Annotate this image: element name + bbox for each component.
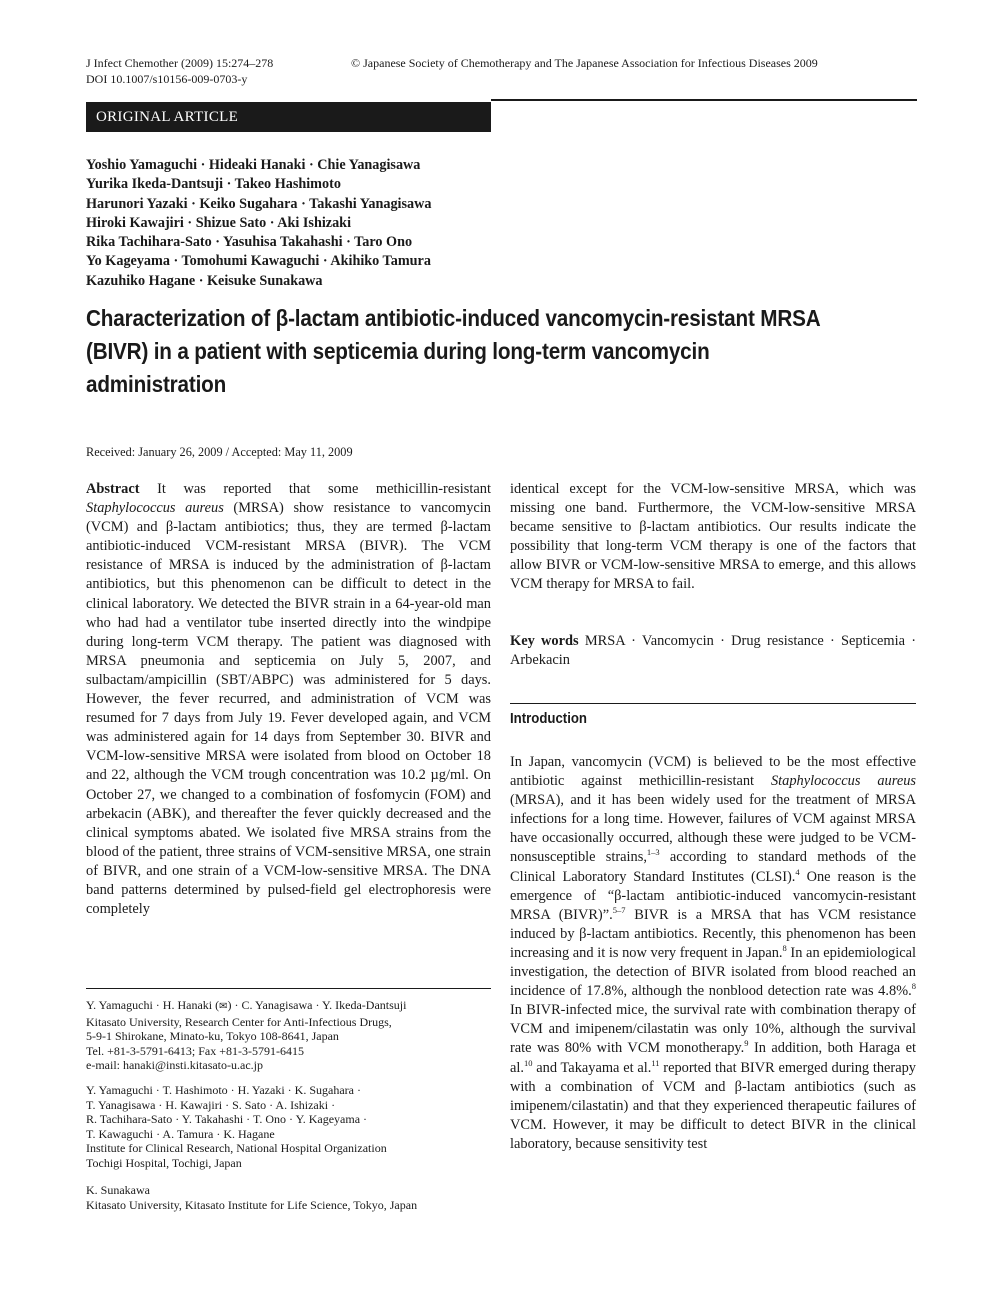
footnote-rule — [86, 988, 491, 989]
affiliation-line: R. Tachihara-Sato · Y. Takahashi · T. Ono · Y. Kageyama · — [86, 1112, 368, 1127]
intro-text: and Takayama et al. — [532, 1059, 652, 1076]
intro-text: In an epidemiological investigation, the detection of BIVR isolated from blood reached an incidence of 17.8%, although the nonblood detection rate was 4.8%. — [510, 944, 916, 1000]
section-label: ORIGINAL ARTICLE — [86, 102, 491, 132]
intro-text: In Japan, vancomycin (VCM) is believed to be the most effective antibiotic against methicillin-resistant — [510, 754, 916, 790]
affiliation-authors: Y. Yamaguchi · H. Hanaki (✉) · C. Yanagisawa · Y. Ikeda-Dantsuji — [86, 998, 407, 1012]
author-line: Yurika Ikeda-Dantsuji · Takeo Hashimoto — [86, 176, 341, 193]
intro-text: BIVR is a MRSA that has VCM resistance induced by β-lactam antibiotics. Recently, this phenomenon has been increasing and it is now very frequent in Japan. — [510, 906, 916, 961]
intro-text: One reason is the emergence of “β-lactam antibiotic-induced vancomycin-resistant MRSA (BIVR)”. — [510, 868, 916, 923]
copyright-notice: © Japanese Society of Chemotherapy and The Japanese Association for Infectious Diseases 2009 — [351, 56, 818, 70]
section-rule — [510, 703, 916, 704]
header-rule — [491, 99, 917, 101]
keywords-text: MRSA · Vancomycin · Drug resistance · Septicemia · Arbekacin — [510, 633, 917, 669]
intro-text: according to standard methods of the Clinical Laboratory Standard Institutes (CLSI). — [510, 849, 916, 885]
affiliation-line: T. Kawaguchi · A. Tamura · K. Hagane — [86, 1126, 275, 1141]
author-line: Hiroki Kawajiri · Shizue Sato · Aki Ishizaki — [86, 214, 352, 231]
affiliation-line: Kitasato University, Kitasato Institute for Life Science, Tokyo, Japan — [86, 1197, 418, 1212]
reference-marker: 4 — [795, 866, 800, 877]
introduction-text — [510, 753, 916, 1154]
reference-marker: 10 — [523, 1057, 533, 1068]
author-line: Kazuhiko Hagane · Keisuke Sunakawa — [86, 272, 323, 289]
article-title: Characterization of β-lactam antibiotic-induced vancomycin-resistant MRSA (BIVR) in a patient with septicemia during long-term vancomycin administration — [86, 305, 820, 397]
species-name: Staphylococcus aureus — [86, 500, 224, 517]
affiliation-line: Tochigi Hospital, Tochigi, Japan — [86, 1155, 242, 1170]
journal-citation: J Infect Chemother (2009) 15:274–278 — [86, 56, 274, 70]
keywords — [510, 632, 916, 670]
author-line: Harunori Yazaki · Keiko Sugahara · Takashi Yanagisawa — [86, 195, 432, 212]
affiliation-line: Kitasato University, Research Center for Anti-Infectious Drugs, — [86, 1014, 392, 1029]
affiliation-line: Institute for Clinical Research, National Hospital Organization — [86, 1141, 387, 1156]
citation-block — [86, 55, 273, 87]
affiliation-2 — [86, 1083, 506, 1171]
abstract-continued: identical except for the VCM-low-sensitive MRSA, which was missing one band. Furthermore, the VCM-low-sensitive MRSA became sensitive to β-lactam antibiotics. Our results indicate the possibility that long-term VCM therapy is one of the factors that allow BIVR or VCM-low-sensitive MRSA to emerge, and this allows VCM therapy for MRSA to fail. — [510, 481, 916, 593]
author-line: Yo Kageyama · Tomohumi Kawaguchi · Akihiko Tamura — [86, 253, 431, 270]
affiliation-3 — [86, 1183, 506, 1212]
affiliation-line: 5-9-1 Shirokane, Minato-ku, Tokyo 108-8641, Japan — [86, 1029, 339, 1044]
envelope-icon: ✉ — [219, 1001, 228, 1012]
abstract — [86, 480, 491, 919]
author-list — [86, 156, 516, 291]
intro-text: (MRSA), and it has been widely used for the treatment of MRSA infections for a long time. However, failures of VCM against MRSA have occasionally occurred, although these were judged to be VCM-nonsusceptible strains, — [510, 792, 916, 866]
affiliation-line: K. Sunakawa — [86, 1183, 150, 1197]
doi: DOI 10.1007/s10156-009-0703-y — [86, 72, 248, 86]
reference-marker: 1–3 — [646, 847, 660, 858]
reference-marker: 8 — [782, 942, 787, 953]
author-line: Yoshio Yamaguchi · Hideaki Hanaki · Chie Yanagisawa — [86, 157, 421, 173]
reference-marker: 5–7 — [612, 904, 626, 915]
introduction-heading: Introduction — [510, 710, 587, 727]
intro-text: reported that BIVR emerged during therapy with a combination of VCM and β-lactam antibiotics (such as imipenem/cilastatin) and that they experienced therapeutic failures of VCM. However, it may be difficult to detect BIVR in the clinical laboratory, because sensitivity test — [510, 1059, 916, 1152]
abstract-text: It was reported that some methicillin-resistant — [139, 481, 491, 497]
reference-marker: 9 — [744, 1038, 749, 1049]
abstract-label: Abstract — [86, 481, 140, 497]
affiliation-line: T. Yanagisawa · H. Kawajiri · S. Sato · A. Ishizaki · — [86, 1097, 336, 1112]
received-accepted-dates: Received: January 26, 2009 / Accepted: May 11, 2009 — [86, 445, 353, 459]
intro-text: In addition, both Haraga et al. — [510, 1040, 917, 1076]
abstract-text: (MRSA) show resistance to vancomycin (VCM) and β-lactam antibiotics; thus, they are termed β-lactam antibiotic-induced VCM-resistant MRSA (BIVR). The VCM resistance of MRSA is induced by the administration of β-lactam antibiotics, but this phenomenon can be difficult to detect in the clinical laboratory. We detected the BIVR strain in a 64-year-old man who had had a ventilator tube inserted directly into the windpipe during long-term VCM therapy. The patient was diagnosed with MRSA pneumonia and septicemia on July 5, 2007, and sulbactam/ampicillin (SBT/ABPC) was administered for 5 days. However, the fever recurred, and administration of VCM was resumed for 7 days from July 19. Fever developed again, and VCM was administered again for 14 days from September 30. BIVR and VCM-low-sensitive MRSA were isolated from blood on October 18 and 22, although the VCM trough concentration was 10.2 µg/ml. On October 27, we changed to a combination of fosfomycin (FOM) and arbekacin (ABK), and thereafter the fever quickly decreased and the clinical symptoms abated. We isolated five MRSA strains from the blood of the patient, three strains of VCM-sensitive MRSA, one strain of BIVR, and one strain of a VCM-low-sensitive MRSA. The DNA band patterns determined by pulsed-field gel electrophoresis were completely — [86, 500, 491, 918]
affiliation-1 — [86, 998, 506, 1073]
keywords-label: Key words — [510, 633, 579, 649]
affiliation-line: Tel. +81-3-5791-6413; Fax +81-3-5791-6415 — [86, 1043, 304, 1058]
affiliation-line: Y. Yamaguchi · T. Hashimoto · H. Yazaki · K. Sugahara · — [86, 1083, 361, 1097]
email-address: e-mail: hanaki@insti.kitasato-u.ac.jp — [86, 1058, 263, 1073]
reference-marker: 8 — [911, 981, 916, 992]
intro-text: In BIVR-infected mice, the survival rate with combination therapy of VCM and imipenem/cilastatin was only 10%, although the survival rate was 80% with VCM monotherapy. — [510, 1002, 916, 1057]
reference-marker: 11 — [651, 1057, 660, 1068]
species-name: Staphylococcus aureus — [770, 773, 916, 790]
author-line: Rika Tachihara-Sato · Yasuhisa Takahashi · Taro Ono — [86, 234, 413, 251]
